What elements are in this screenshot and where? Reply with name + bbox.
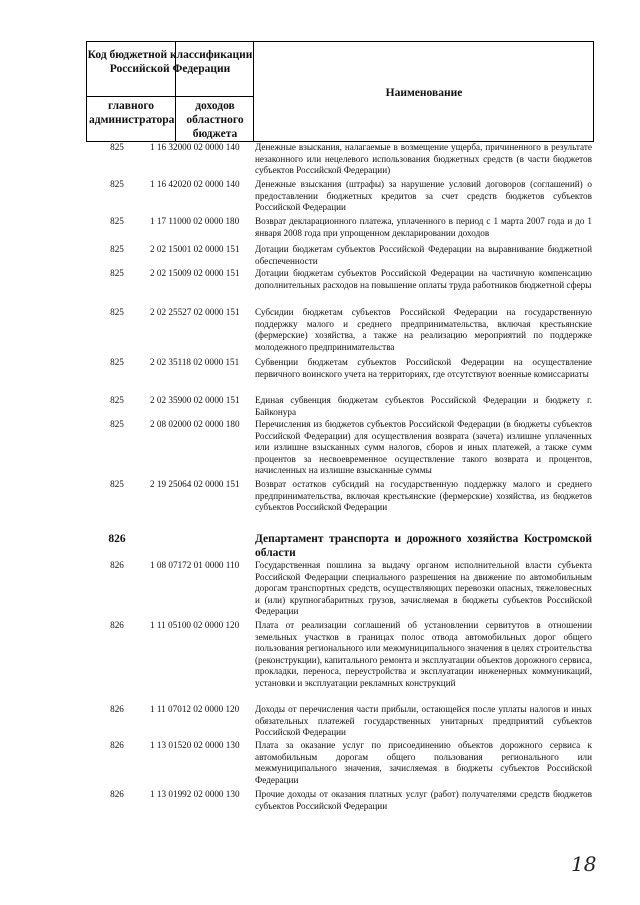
- budget-code: 2 02 15001 02 0000 151: [150, 244, 240, 254]
- admin-code: 825: [110, 179, 124, 189]
- budget-code: 2 08 02000 02 0000 180: [150, 419, 240, 429]
- budget-code: 1 17 11000 02 0000 180: [150, 216, 240, 226]
- admin-code: 825: [110, 419, 124, 429]
- income-name: Субсидии бюджетам субъектов Российской Федерации на государственную поддержку малого и среднего предпринимательства, включая крестьянские (фермерские) хозяйства, а также на реализацию мероприятий по поддержке молодежного предпринимательства: [255, 307, 592, 352]
- budget-code: 2 02 35118 02 0000 151: [150, 357, 240, 367]
- income-name: Прочие доходы от оказания платных услуг (работ) получателями средств бюджетов субъектов Российской Федерации: [255, 789, 592, 811]
- admin-code: 826: [110, 789, 124, 799]
- income-name: Субвенции бюджетам субъектов Российской Федерации на осуществление первичного воинского учета на территориях, где отсутствуют военные комиссариаты: [255, 357, 592, 379]
- admin-code: 825: [110, 395, 124, 405]
- admin-code: 826: [110, 704, 124, 714]
- income-name: Доходы от перечисления части прибыли, остающейся после уплаты налогов и иных обязательных платежей государственных унитарных предприятий субъектов Российской Федерации: [255, 704, 592, 738]
- admin-code: 826: [108, 533, 126, 545]
- admin-column-heading: главного администратора: [89, 100, 175, 126]
- kbk-group-heading: Код бюджетной классификации Российской Федерации: [87, 49, 253, 75]
- income-name: Плата за оказание услуг по присоединению объектов дорожного сервиса к автомобильным дорогам общего пользования регионального или межмуниципального значения, зачисляемая в бюджеты субъектов Российской Федерации: [255, 740, 592, 785]
- admin-code: 826: [110, 620, 124, 630]
- budget-code: 1 16 42020 02 0000 140: [150, 179, 240, 189]
- admin-code: 825: [110, 216, 124, 226]
- income-name: Плата от реализации соглашений об установлении сервитутов в отношении земельных участков в границах полос отвода автомобильных дорог общего пользования регионального или межмуниципального значения в целях строительства (реконструкции), капитального ремонта и эксплуатации объектов дорожного сервиса, прокладки, переноса, переустройства и эксплуатации инженерных коммуникаций, установки и эксплуатации рекламных конструкций: [255, 620, 592, 688]
- income-name: Возврат декларационного платежа, уплаченного в период с 1 марта 2007 года и до 1 января 2008 года при упрощенном декларировании доходов: [255, 216, 592, 238]
- page-number: 18: [571, 852, 597, 876]
- income-name: Департамент транспорта и дорожного хозяйства Костромской области: [255, 533, 592, 559]
- budget-code: 2 02 25527 02 0000 151: [150, 307, 240, 317]
- admin-code: 825: [110, 142, 124, 152]
- income-name: Дотации бюджетам субъектов Российской Федерации на частичную компенсацию дополнительных расходов на повышение оплаты труда работников бюджетной сферы: [255, 268, 592, 290]
- admin-code: 825: [110, 244, 124, 254]
- budget-code: 1 11 05100 02 0000 120: [150, 620, 240, 630]
- income-name: Возврат остатков субсидий на государственную поддержку малого и среднего предпринимательства, включая крестьянские (фермерские) хозяйства, из бюджетов субъектов Российской Федерации: [255, 479, 592, 513]
- budget-code: 1 13 01520 02 0000 130: [150, 740, 240, 750]
- budget-code: 1 08 07172 01 0000 110: [150, 560, 240, 570]
- income-name: Государственная пошлина за выдачу органом исполнительной власти субъекта Российской Федерации специального разрешения на движение по автомобильным дорогам транспортных средств, осуществляющих перевозки опасных, тяжеловесных и (или) крупногабаритных грузов, зачисляемая в бюджеты субъектов Российской Федерации: [255, 560, 592, 617]
- admin-code: 825: [110, 479, 124, 489]
- admin-code: 826: [110, 560, 124, 570]
- income-column-heading: доходов областного бюджета: [186, 100, 244, 140]
- income-name: Денежные взыскания, налагаемые в возмещение ущерба, причиненного в результате незаконного или нецелевого использования бюджетных средств (в части бюджетов субъектов Российской Федерации): [255, 142, 592, 176]
- budget-code: 1 13 01992 02 0000 130: [150, 789, 240, 799]
- income-name: Единая субвенция бюджетам субъектов Российской Федерации и бюджету г. Байконура: [255, 395, 592, 417]
- admin-code: 826: [110, 740, 124, 750]
- budget-code: 1 11 07012 02 0000 120: [150, 704, 240, 714]
- admin-code: 825: [110, 307, 124, 317]
- income-name: Дотации бюджетам субъектов Российской Федерации на выравнивание бюджетной обеспеченности: [255, 244, 592, 266]
- admin-code: 825: [110, 357, 124, 367]
- budget-code: 2 19 25064 02 0000 151: [150, 479, 240, 489]
- name-column-heading: Наименование: [385, 87, 463, 99]
- admin-code: 825: [110, 268, 124, 278]
- income-name: Перечисления из бюджетов субъектов Российской Федерации (в бюджеты субъектов Российской Федерации) для осуществления возврата (зачета) излишне уплаченных или излишне взысканных сумм налогов, сборов и иных платежей, а также сумм процентов за несвоевременное осуществление такого возврата и процентов, начисленных на излишне взысканные суммы: [255, 419, 592, 476]
- budget-code: 2 02 15009 02 0000 151: [150, 268, 240, 278]
- budget-code: 2 02 35900 02 0000 151: [150, 395, 240, 405]
- table-header: [86, 41, 594, 142]
- income-name: Денежные взыскания (штрафы) за нарушение условий договоров (соглашений) о предоставлении бюджетных кредитов за счет средств бюджетов субъектов Российской Федерации: [255, 179, 592, 213]
- budget-code: 1 16 32000 02 0000 140: [150, 142, 240, 152]
